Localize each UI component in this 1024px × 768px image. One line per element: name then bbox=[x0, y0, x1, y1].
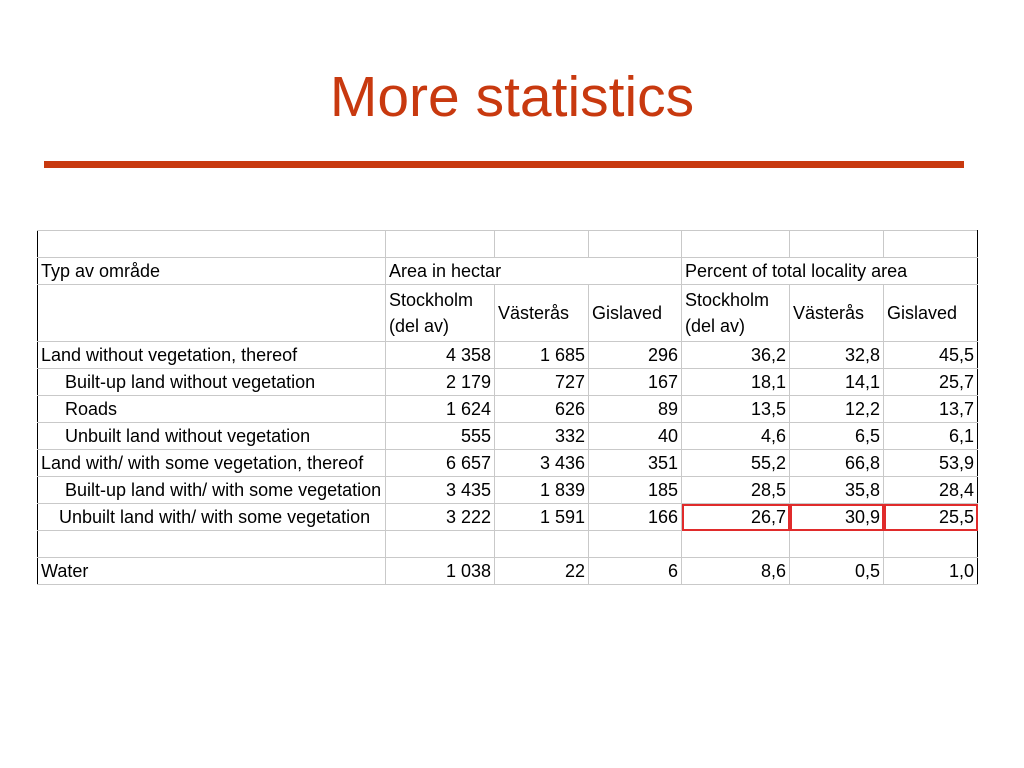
cell: 332 bbox=[495, 423, 589, 450]
row-label: Land with/ with some vegetation, thereof bbox=[38, 450, 386, 477]
cell: 25,7 bbox=[884, 369, 978, 396]
table-subheader-row bbox=[38, 285, 978, 342]
table-header-row bbox=[38, 258, 978, 285]
page-title: More statistics bbox=[329, 65, 695, 129]
cell: 66,8 bbox=[790, 450, 884, 477]
statistics-table bbox=[37, 230, 978, 585]
cell: 13,5 bbox=[682, 396, 790, 423]
cell: 18,1 bbox=[682, 369, 790, 396]
header-percent: Percent of total locality area bbox=[682, 258, 978, 285]
cell: 166 bbox=[589, 504, 682, 531]
cell: 1 038 bbox=[386, 558, 495, 585]
table-row bbox=[38, 396, 978, 423]
cell: 351 bbox=[589, 450, 682, 477]
subheader-percent-gislaved: Gislaved bbox=[884, 285, 978, 342]
table-row bbox=[38, 450, 978, 477]
cell: 6,5 bbox=[790, 423, 884, 450]
cell: 28,5 bbox=[682, 477, 790, 504]
cell: 1 591 bbox=[495, 504, 589, 531]
highlighted-cell: 26,7 bbox=[682, 504, 790, 531]
cell: 55,2 bbox=[682, 450, 790, 477]
cell: 0,5 bbox=[790, 558, 884, 585]
table-row bbox=[38, 477, 978, 504]
cell: 36,2 bbox=[682, 342, 790, 369]
subheader-area-gislaved: Gislaved bbox=[589, 285, 682, 342]
cell: 3 435 bbox=[386, 477, 495, 504]
cell: 53,9 bbox=[884, 450, 978, 477]
header-type: Typ av område bbox=[38, 258, 386, 285]
cell: 2 179 bbox=[386, 369, 495, 396]
table-row bbox=[38, 342, 978, 369]
row-label: Built-up land without vegetation bbox=[38, 369, 386, 396]
cell: 28,4 bbox=[884, 477, 978, 504]
cell: 35,8 bbox=[790, 477, 884, 504]
highlighted-cell: 30,9 bbox=[790, 504, 884, 531]
cell: 1 685 bbox=[495, 342, 589, 369]
title-underline bbox=[44, 161, 964, 168]
cell: 12,2 bbox=[790, 396, 884, 423]
table-row bbox=[38, 423, 978, 450]
cell: 6 657 bbox=[386, 450, 495, 477]
cell: 1,0 bbox=[884, 558, 978, 585]
subheader-percent-stockholm: Stockholm (del av) bbox=[682, 285, 790, 342]
table-row bbox=[38, 558, 978, 585]
cell: 89 bbox=[589, 396, 682, 423]
cell: 4,6 bbox=[682, 423, 790, 450]
cell: 40 bbox=[589, 423, 682, 450]
table-row bbox=[38, 369, 978, 396]
table-empty-row bbox=[38, 531, 978, 558]
subheader-area-vasteras: Västerås bbox=[495, 285, 589, 342]
cell: 8,6 bbox=[682, 558, 790, 585]
subheader-percent-vasteras: Västerås bbox=[790, 285, 884, 342]
cell: 1 624 bbox=[386, 396, 495, 423]
table-empty-row bbox=[38, 231, 978, 258]
cell: 296 bbox=[589, 342, 682, 369]
cell: 3 222 bbox=[386, 504, 495, 531]
subheader-area-stockholm: Stockholm (del av) bbox=[386, 285, 495, 342]
cell: 3 436 bbox=[495, 450, 589, 477]
cell: 13,7 bbox=[884, 396, 978, 423]
cell: 6 bbox=[589, 558, 682, 585]
row-label: Water bbox=[38, 558, 386, 585]
highlighted-cell: 25,5 bbox=[884, 504, 978, 531]
cell: 4 358 bbox=[386, 342, 495, 369]
table-row bbox=[38, 504, 978, 531]
cell: 22 bbox=[495, 558, 589, 585]
cell: 32,8 bbox=[790, 342, 884, 369]
row-label: Land without vegetation, thereof bbox=[38, 342, 386, 369]
row-label: Roads bbox=[38, 396, 386, 423]
cell: 626 bbox=[495, 396, 589, 423]
row-label: Unbuilt land without vegetation bbox=[38, 423, 386, 450]
cell: 14,1 bbox=[790, 369, 884, 396]
row-label: Built-up land with/ with some vegetation bbox=[38, 477, 386, 504]
header-area: Area in hectar bbox=[386, 258, 682, 285]
row-label: Unbuilt land with/ with some vegetation bbox=[38, 504, 386, 531]
cell: 185 bbox=[589, 477, 682, 504]
cell: 6,1 bbox=[884, 423, 978, 450]
cell: 555 bbox=[386, 423, 495, 450]
cell: 1 839 bbox=[495, 477, 589, 504]
cell: 167 bbox=[589, 369, 682, 396]
cell: 727 bbox=[495, 369, 589, 396]
cell: 45,5 bbox=[884, 342, 978, 369]
